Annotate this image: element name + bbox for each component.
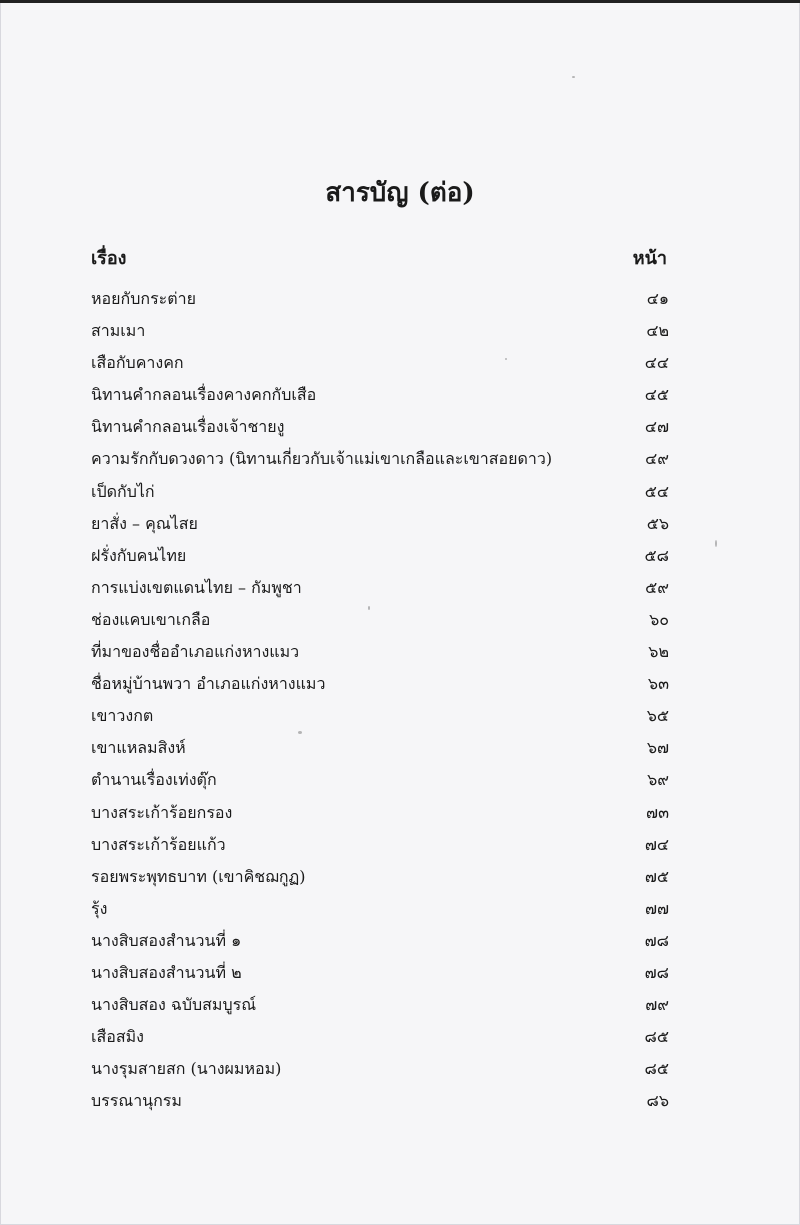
scan-speck (505, 358, 507, 360)
toc-entry-title: การแบ่งเขตแดนไทย – กัมพูชา (91, 577, 302, 597)
toc-entry-title: นางสิบสอง ฉบับสมบูรณ์ (91, 995, 257, 1015)
toc-entry-title: เขาวงกต (91, 706, 154, 726)
toc-row (91, 994, 669, 1026)
toc-row (91, 769, 669, 801)
toc-row (91, 384, 669, 416)
toc-row (91, 641, 669, 673)
toc-entry-title: ที่มาของชื่ออำเภอแก่งหางแมว (91, 642, 300, 662)
toc-row (91, 962, 669, 994)
toc-entry-title: บางสระเก้าร้อยแก้ว (91, 834, 226, 854)
toc-entry-title: นิทานคำกลอนเรื่องเจ้าชายงู (91, 417, 285, 437)
toc-entry-title: นิทานคำกลอนเรื่องคางคกกับเสือ (91, 385, 317, 405)
toc-entry-page: ๕๖ (646, 513, 669, 533)
toc-entry-page: ๗๗ (644, 898, 669, 918)
toc-row (91, 609, 669, 641)
toc-row (91, 802, 669, 834)
toc-entry-page: ๔๗ (644, 417, 669, 437)
toc-entry-page: ๕๔ (644, 481, 669, 501)
story-column-header: เรื่อง (91, 248, 127, 269)
toc-entry-title: บางสระเก้าร้อยกรอง (91, 802, 233, 822)
toc-row (91, 481, 669, 513)
page-top-edge (0, 0, 800, 3)
toc-entry-title: นางรุมสายสก (นางผมหอม) (91, 1059, 282, 1079)
toc-entry-title: ความรักกับดวงดาว (นิทานเกี่ยวกับเจ้าแม่เขาเกลือและเขาสอยดาว) (91, 449, 553, 469)
toc-entry-title: ยาสั่ง – คุณไสย (91, 513, 198, 533)
toc-row (91, 898, 669, 930)
toc-entry-page: ๘๖ (646, 1091, 669, 1111)
toc-entry-title: นางสิบสองสำนวนที่ ๑ (91, 930, 242, 950)
toc-entry-page: ๖๓ (647, 674, 669, 694)
scan-speck (572, 76, 575, 78)
toc-row (91, 1058, 669, 1090)
toc-entry-page: ๖๗ (646, 738, 669, 758)
scan-speck (368, 606, 370, 610)
toc-entry-title: เขาแหลมสิงห์ (91, 738, 186, 758)
toc-row (91, 352, 669, 384)
scan-speck (298, 731, 302, 734)
toc-row (91, 448, 669, 480)
toc-row (91, 705, 669, 737)
toc-row (91, 288, 669, 320)
toc-entry-title: สามเมา (91, 321, 146, 341)
toc-row (91, 866, 669, 898)
toc-entry-page: ๗๕ (644, 866, 669, 886)
toc-entry-page: ๖๒ (648, 642, 669, 662)
toc-entry-page: ๗๘ (644, 930, 669, 950)
toc-entry-page: ๖๙ (647, 770, 669, 790)
toc-entry-title: เสือกับคางคก (91, 353, 184, 373)
toc-entry-page: ๖๐ (649, 609, 669, 629)
toc-entry-page: ๔๑ (646, 289, 669, 308)
toc-row (91, 513, 669, 545)
table-of-contents (91, 288, 669, 1122)
toc-entry-title: รอยพระพุทธบาท (เขาคิชฌกูฏ) (91, 866, 306, 886)
toc-row (91, 320, 669, 352)
toc-entry-page: ๗๓ (646, 802, 669, 822)
toc-entry-page: ๗๙ (645, 995, 669, 1015)
toc-entry-page: ๔๙ (645, 449, 669, 469)
toc-entry-page: ๖๕ (646, 706, 669, 726)
scan-speck (715, 540, 717, 547)
toc-entry-title: นางสิบสองสำนวนที่ ๒ (91, 962, 242, 982)
page-title: สารบัญ (ต่อ) (325, 178, 475, 208)
toc-row (91, 673, 669, 705)
toc-entry-page: ๕๙ (645, 577, 669, 597)
toc-row (91, 416, 669, 448)
toc-row (91, 1090, 669, 1122)
toc-row (91, 834, 669, 866)
toc-entry-page: ๗๔ (644, 834, 669, 854)
toc-row (91, 737, 669, 769)
toc-entry-page: ๘๕ (644, 1027, 669, 1047)
toc-row (91, 545, 669, 577)
toc-entry-title: ตำนานเรื่องเท่งตุ๊ก (91, 770, 217, 790)
toc-entry-title: รุ้ง (91, 898, 108, 918)
toc-entry-title: หอยกับกระต่าย (91, 289, 196, 308)
toc-entry-page: ๔๔ (644, 353, 669, 373)
toc-entry-page: ๗๘ (644, 962, 669, 982)
toc-entry-title: เสือสมิง (91, 1027, 144, 1047)
toc-entry-title: ชื่อหมู่บ้านพวา อำเภอแก่งหางแมว (91, 674, 326, 694)
toc-entry-title: บรรณานุกรม (91, 1091, 182, 1111)
toc-entry-title: ช่องแคบเขาเกลือ (91, 609, 211, 629)
toc-entry-page: ๔๒ (646, 321, 669, 341)
toc-row (91, 1026, 669, 1058)
toc-entry-title: ฝรั่งกับคนไทย (91, 545, 187, 565)
toc-entry-page: ๔๕ (644, 385, 669, 405)
toc-entry-page: ๕๘ (644, 545, 669, 565)
toc-row (91, 930, 669, 962)
toc-entry-title: เป็ดกับไก่ (91, 481, 155, 501)
toc-row (91, 577, 669, 609)
page-column-header: หน้า (632, 248, 667, 269)
toc-entry-page: ๘๕ (644, 1059, 669, 1079)
